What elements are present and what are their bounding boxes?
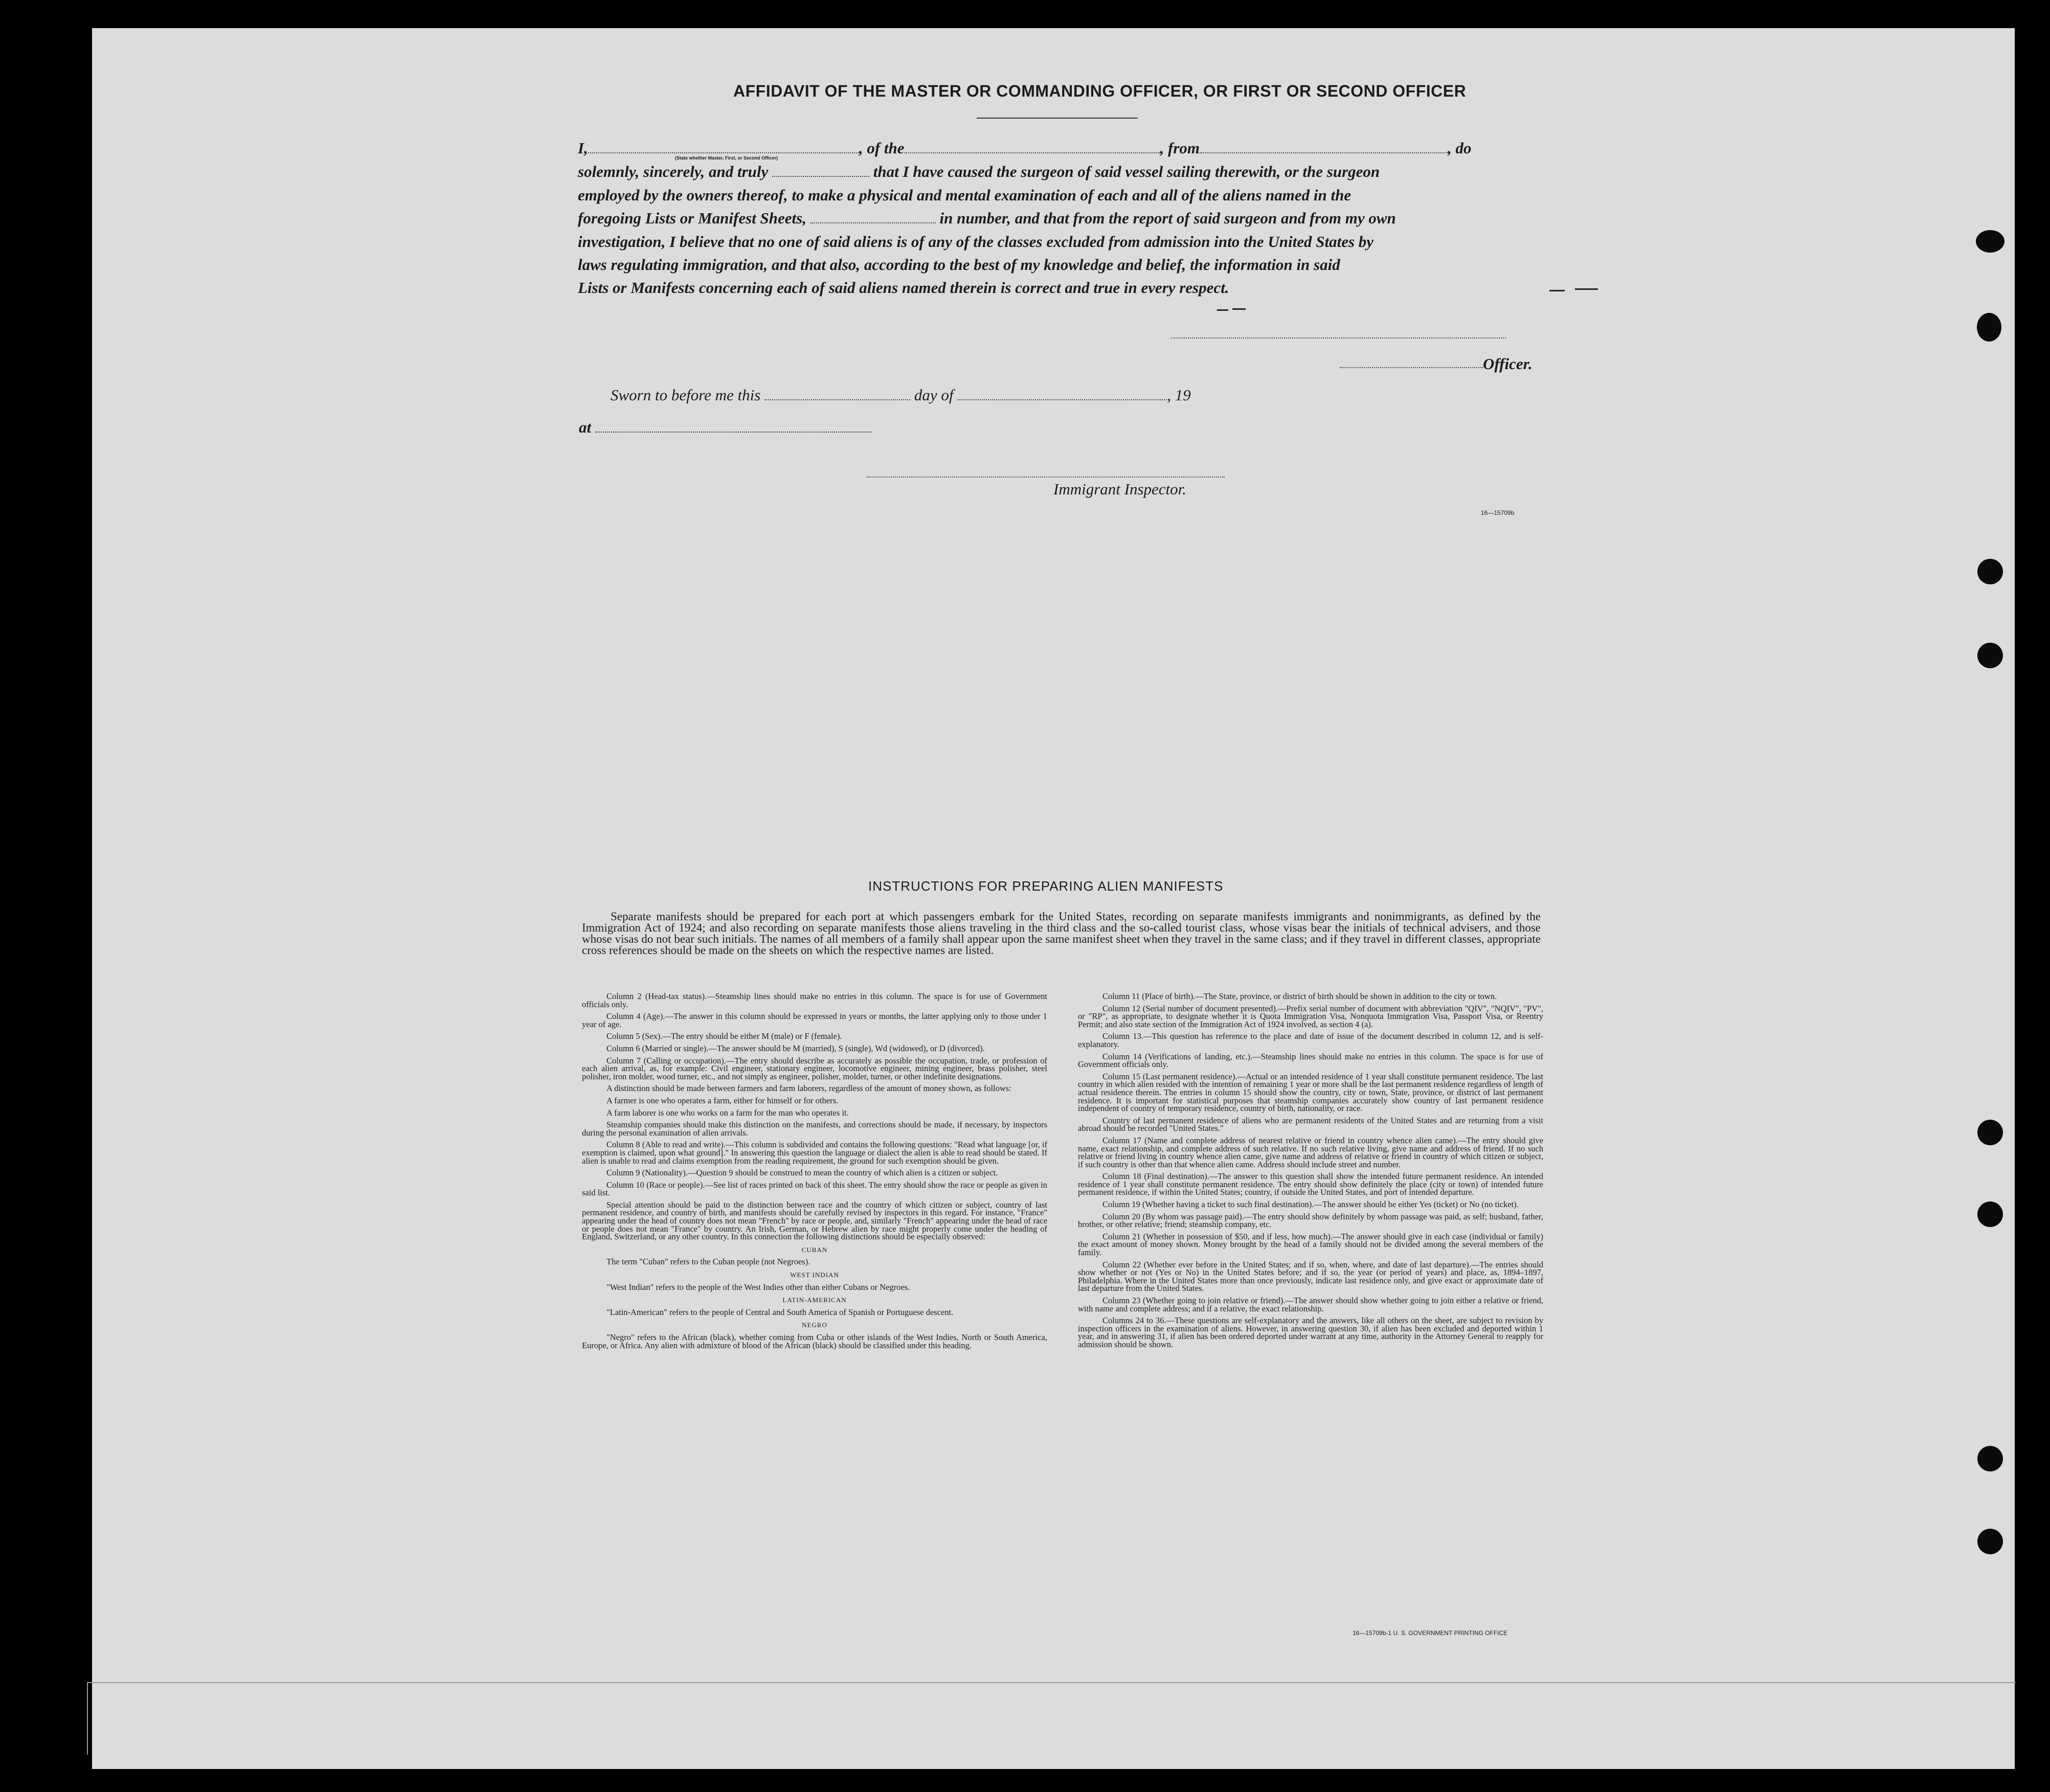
instruction-paragraph: Column 6 (Married or single).—The answer should be M (married), S (single), Wd (widowed), or D (divorced). <box>606 1043 985 1053</box>
affidavit-line-3: employed by the owners thereof, to make a physical and mental examination of each and all of the aliens named in the <box>578 186 1351 204</box>
cuban-heading: CUBAN <box>801 1245 828 1254</box>
instruction-paragraph: Column 18 (Final destination).—The answer to this question shall show the intended future permanent residence. An intended residence of 1 year shall constitute permanent residence. The entry should show definitely the place (city or town) of intended future permanent residence, if within the United States; country, if outside the United States, and port of intended departure. <box>1078 1171 1543 1197</box>
instruction-paragraph: Column 13.—This question has reference to the place and date of issue of the document described in column 12, and is self-explanatory. <box>1078 1031 1543 1049</box>
instructions-left-column <box>582 992 1047 1353</box>
binder-hole <box>1977 1120 2003 1145</box>
affidavit-title: AFFIDAVIT OF THE MASTER OR COMMANDING OFFICER, OR FIRST OR SECOND OFFICER <box>733 82 1467 100</box>
affidavit-text: that I have caused the surgeon of said vessel sailing therewith, or the surgeon <box>873 163 1380 180</box>
instruction-paragraph: Column 21 (Whether in possession of $50, and if less, how much).—The answer should give in each case (individual or family) the exact amount of money shown. Money brought by the head of a family should not be divided among the several members of the family. <box>1078 1231 1543 1258</box>
instruction-paragraph: A distinction should be made between farmers and farm laborers, regardless of the amount of money shown, as follows: <box>606 1083 1011 1094</box>
intro-paragraph: Separate manifests should be prepared for each port at which passengers embark for the United States, recording on separate manifests immigrants and nonimmigrants, as defined by the Immigration Act of 1924; and also recording on separate manifests those aliens traveling in the third class and the so-called tourist class, whose visas bear the initials of technical advisers, and those whose visas do not bear such initials. The names of all members of a family shall appear upon the same manifest sheet when they travel in the same class; and if they travel in different classes, appropriate cross references should be made on the sheets on which the respective names are listed. <box>582 910 1541 957</box>
pencil-mark <box>1549 290 1565 291</box>
west-indian-definition: "West Indian" refers to the people of the West Indies other than either Cubans or Negroes. <box>606 1282 910 1292</box>
instruction-paragraph: Column 10 (Race or people).—See list of races printed on back of this sheet. The entry should show the race or people as given in said list. <box>582 1179 1047 1198</box>
from-label: , from <box>1160 139 1200 157</box>
officer-signature-line[interactable] <box>1340 367 1483 368</box>
affidavit-line-5: investigation, I believe that no one of said aliens is of any of the classes excluded from admission into the United States by <box>578 233 1374 251</box>
binder-hole <box>1977 1201 2003 1227</box>
at-line <box>579 418 871 437</box>
do-label: , do <box>1448 139 1472 157</box>
affidavit-line-6: laws regulating immigration, and that also, according to the best of my knowledge and belief, the information in said <box>578 256 1340 274</box>
form-code: 16—15709b <box>1481 509 1515 516</box>
instruction-paragraph: Column 5 (Sex).—The entry should be either M (male) or F (female). <box>606 1031 842 1041</box>
sworn-label: Sworn to before me this <box>611 386 761 404</box>
inspector-signature-line[interactable] <box>867 477 1225 478</box>
instruction-paragraph: Column 20 (By whom was passage paid).—The entry should show definitely by whom passage was paid, as self; husband, father, brother, or other relative; friend; steamship company, etc. <box>1078 1211 1543 1230</box>
affidavit-line-1 <box>578 139 1472 157</box>
officer-rank-field[interactable] <box>588 152 859 153</box>
instruction-paragraph: Column 2 (Head-tax status).—Steamship lines should make no entries in this column. The space is for use of Government officials only. <box>582 991 1047 1009</box>
declaration-field[interactable] <box>772 176 869 177</box>
instruction-paragraph: A farmer is one who operates a farm, either for himself or for others. <box>606 1095 839 1105</box>
instructions-intro <box>582 911 1541 956</box>
instruction-paragraph: Column 17 (Name and complete address of nearest relative or friend in country whence alien came).—The entry should give name, exact relationship, and complete address of such relative. If no such relative living, give name and address of friend. If no such relative or friend living in country whence alien came, give name and address of relative or friend in country of which citizen or subject, if such country is other than that whence alien came. Address should include street and number. <box>1078 1135 1543 1169</box>
instruction-paragraph: Column 12 (Serial number of document presented).—Prefix serial number of document with abbreviation "QIV", "NQIV", "PV", or "RP", as appropriate, to designate whether it is Quota Immigration Visa, Nonquota Immigration Visa, Passport Visa, or Reentry Permit; and also state section of the Immigration Act of 1924 involved, as section 4 (a). <box>1078 1003 1543 1029</box>
instruction-paragraph: Column 15 (Last permanent residence).—Actual or an intended residence of 1 year shall constitute permanent residence. The last country in which alien resided with the intention of remaining 1 year or more shall be the last permanent residence regardless of length of actual residence therein. The entries in column 15 should show the country, city or town, State, province, or district of last permanent residence. It is important for statistical purposes that steamship companies accurately show country of last permanent residence independent of country of temporary residence, country of birth, nationality, or race. <box>1078 1071 1543 1114</box>
printing-office-footer: 16—15709b-1 U. S. GOVERNMENT PRINTING OFFICE <box>1353 1629 1508 1637</box>
instruction-paragraph: A farm laborer is one who works on a farm for the man who operates it. <box>606 1107 849 1118</box>
inspector-label: Immigrant Inspector. <box>1053 480 1187 498</box>
affidavit-line-7: Lists or Manifests concerning each of said aliens named therein is correct and true in every respect. <box>578 279 1229 297</box>
cuban-definition: The term "Cuban" refers to the Cuban people (not Negroes). <box>606 1257 810 1267</box>
instruction-paragraph: Column 19 (Whether having a ticket to such final destination).—The answer should be either Yes (ticket) or No (no ticket). <box>1102 1199 1519 1210</box>
pencil-mark <box>1217 309 1228 311</box>
port-field[interactable] <box>1200 152 1448 153</box>
instructions-title: INSTRUCTIONS FOR PREPARING ALIEN MANIFESTS <box>868 878 1224 894</box>
binder-hole <box>1977 1446 2003 1471</box>
binder-hole <box>1976 230 2004 253</box>
binder-hole <box>1977 313 2001 342</box>
signature-line[interactable] <box>1171 337 1506 338</box>
negro-definition: "Negro" refers to the African (black), whether coming from Cuba or other islands of the West Indies, North or South America, Europe, or Africa. Any alien with admixture of blood of the African (black) should be classified under this heading. <box>582 1332 1047 1350</box>
instruction-paragraph: Columns 24 to 36.—These questions are self-explanatory and the answers, like all others on the sheet, are subject to revision by inspection officers in the examination of aliens. However, in answering question 30, if alien has been excluded and deported within 1 year, and in answering 31, if alien has been ordered deported under warrant at any time, authority in the Attorney General to reapply for admission should be shown. <box>1078 1315 1543 1349</box>
negro-heading: NEGRO <box>802 1321 827 1329</box>
sworn-day-field[interactable] <box>764 399 910 400</box>
instruction-paragraph: Column 11 (Place of birth).—The State, province, or district of birth should be shown in addition to the city or town. <box>1102 991 1497 1001</box>
of-the-label: , of the <box>859 139 905 157</box>
binder-hole <box>1977 643 2003 668</box>
officer-label: Officer. <box>1483 355 1533 373</box>
affidavit-text: foregoing Lists or Manifest Sheets, <box>578 209 806 227</box>
latin-american-heading: LATIN-AMERICAN <box>782 1296 847 1304</box>
pencil-mark <box>1232 308 1246 310</box>
vessel-name-field[interactable] <box>905 152 1160 153</box>
binder-hole <box>1977 1529 2003 1554</box>
latin-american-definition: "Latin-American" refers to the people of Central and South America of Spanish or Portuguese descent. <box>606 1307 954 1317</box>
instruction-paragraph: Column 23 (Whether going to join relative or friend).—The answer should show whether going to join either a relative or friend, with name and complete address; and if a relative, the exact relationship. <box>1078 1296 1543 1313</box>
year-label: , 19 <box>1167 386 1191 404</box>
title-rule <box>977 118 1138 119</box>
instruction-paragraph: Special attention should be paid to the distinction between race and the country of which citizen or subject, country of last permanent residence, and country of birth, and manifests should be carefully revised by inspectors in this regard. For instance, "France" appearing under the head of country does not mean "French" by race or people, and, similarly "French" appearing under the head of race or people does not mean "France" by country. An Irish, German, or Hebrew alien by race might properly come under the heading of England, Switzerland, or any other country. In this connection the following distinctions should be especially observed: <box>582 1199 1047 1242</box>
affidavit-line-2 <box>578 163 1380 181</box>
instruction-paragraph: Column 22 (Whether ever before in the United States; and if so, when, where, and date of last departure).—The entries should show whether or not (Yes or No) in the United States before; and if so, the year (or period of years) and place, as, 1894–1897, Philadelphia. Where in the United States more than once previously, indicate last residence only, and give exact or approximate date of last departure from the United States. <box>1078 1259 1543 1294</box>
paper-edge <box>87 1682 2016 1755</box>
sheet-count-field[interactable] <box>810 222 936 223</box>
west-indian-heading: WEST INDIAN <box>790 1271 839 1279</box>
place-field[interactable] <box>595 432 871 433</box>
instruction-paragraph: Steamship companies should make this distinction on the manifests, and corrections should be made, if necessary, by inspectors during the personal examination of alien arrivals. <box>582 1120 1047 1138</box>
officer-rank-hint: (State whether Master, First, or Second Officer) <box>675 155 778 161</box>
pencil-mark <box>1575 288 1598 290</box>
affidavit-text: solemnly, sincerely, and truly <box>578 163 769 180</box>
at-label: at <box>579 418 592 436</box>
instruction-paragraph: Column 8 (Able to read and write).—This column is subdivided and contains the following questions: "Read what language [or, if exemption is claimed, upon what ground]." In answering this question the language or dialect the alien is able to read should be stated. If alien is unable to read and claims exemption from the reading requirement, the ground for such exemption should be given. <box>582 1140 1047 1166</box>
affidavit-line-4 <box>578 209 1396 228</box>
instructions-right-column <box>1078 992 1543 1353</box>
i-label: I, <box>578 139 588 157</box>
instruction-paragraph: Column 9 (Nationality).—Question 9 should be construed to mean the country of which alien is a citizen or subject. <box>606 1168 998 1178</box>
instruction-paragraph: Column 4 (Age).—The answer in this column should be expressed in years or months, the latter applying only to those under 1 year of age. <box>582 1011 1047 1029</box>
instruction-paragraph: Column 7 (Calling or occupation).—The entry should describe as accurately as possible the occupation, trade, or profession of each alien arrival, as, for example: Civil engineer, stationary engineer, locomotive engineer, mining engineer, brass polisher, steel polisher, iron molder, wood turner, etc., and not simply as engineer, polisher, molder, turner, or other indefinite designations. <box>582 1055 1047 1081</box>
sworn-line <box>611 386 1191 404</box>
affidavit-text: in number, and that from the report of said surgeon and from my own <box>939 209 1396 227</box>
instruction-paragraph: Column 14 (Verifications of landing, etc.).—Steamship lines should make no entries in this column. The space is for use of Government officials only. <box>1078 1051 1543 1070</box>
instruction-paragraph: Country of last permanent residence of aliens who are permanent residents of the United States and are returning from a visit abroad should be recorded "United States." <box>1078 1115 1543 1133</box>
day-of-label: day of <box>914 386 954 404</box>
sworn-month-field[interactable] <box>957 399 1167 400</box>
binder-hole <box>1977 559 2003 584</box>
